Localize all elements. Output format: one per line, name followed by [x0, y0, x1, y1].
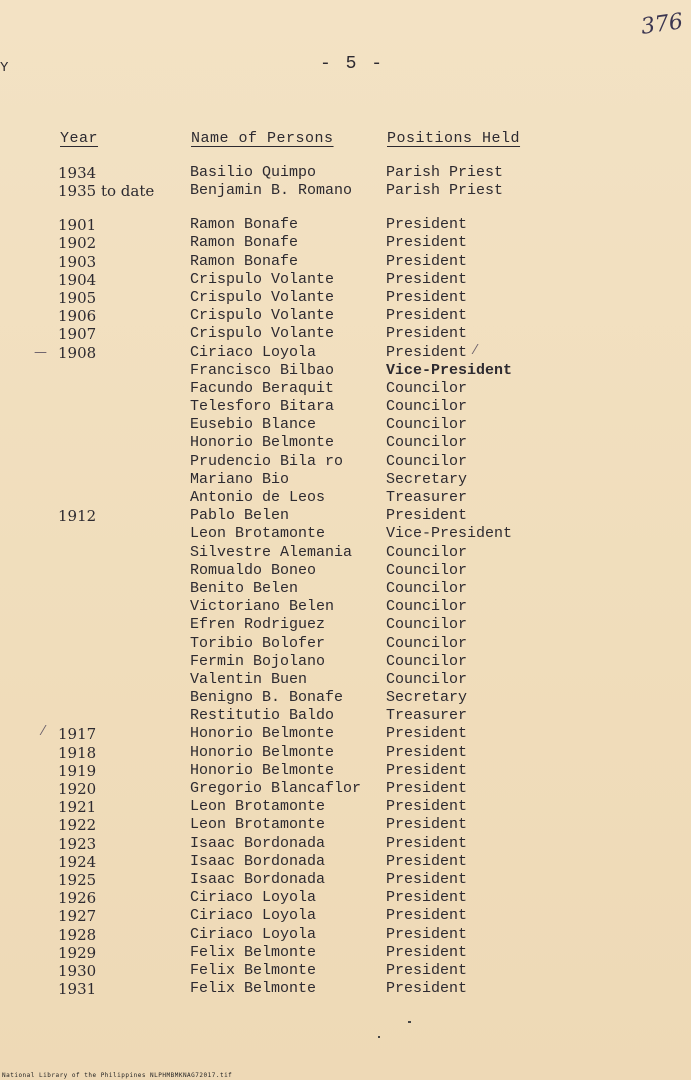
position-cell: President [386, 216, 468, 234]
name-cell: Pablo Belen [190, 507, 290, 525]
name-cell: Silvestre Alemania [190, 543, 353, 561]
name-cell: Honorio Belmonte [190, 743, 335, 761]
table-row [0, 307, 691, 325]
table-row [0, 762, 691, 780]
name-cell: Benjamin B. Romano [190, 182, 353, 200]
year-cell: 1926 [58, 889, 97, 908]
name-cell: Isaac Bordonada [190, 870, 326, 888]
name-cell: Telesforo Bitara [190, 398, 335, 416]
position-cell: President [386, 780, 468, 797]
position-cell: President [386, 980, 468, 998]
position-cell: President [386, 288, 468, 306]
table-row [0, 471, 691, 489]
table-row [0, 871, 691, 889]
table-row [0, 962, 691, 980]
position-cell: President [386, 889, 468, 907]
name-cell: Victoriano Belen [190, 598, 335, 616]
table-row [0, 744, 691, 762]
table-row [0, 289, 691, 307]
table-row [0, 453, 691, 471]
year-cell: 1917 [58, 725, 97, 744]
table-row [0, 944, 691, 962]
position-cell: Councilor [386, 398, 468, 416]
name-cell: Crispulo Volante [190, 307, 335, 325]
year-cell: 1928 [58, 925, 97, 944]
name-cell: Ramon Bonafe [190, 216, 299, 234]
table-row [0, 907, 691, 925]
table-row [0, 416, 691, 434]
year-cell: 1931 [58, 980, 97, 999]
margin-tick-mark: — [34, 344, 47, 360]
name-cell: Ramon Bonafe [190, 234, 299, 252]
year-cell: 1904 [58, 270, 97, 289]
year-cell: 1908 [58, 343, 97, 362]
position-cell: President [386, 834, 468, 852]
name-cell: Ciriaco Loyola [190, 889, 317, 907]
name-cell: Toribio Bolofer [190, 634, 326, 652]
name-cell: Eusebio Blance [190, 416, 317, 434]
name-cell: Leon Brotamonte [190, 816, 326, 834]
table-row [0, 362, 691, 380]
position-cell: President [386, 943, 468, 961]
position-cell: Treasurer [386, 707, 468, 725]
position-cell: President [386, 270, 468, 288]
position-cell: Councilor [386, 670, 468, 688]
header-position: Positions Held [387, 130, 521, 147]
name-cell: Felix Belmonte [190, 961, 317, 979]
name-cell: Fermin Bojolano [190, 652, 326, 670]
table-row [0, 853, 691, 871]
position-cell: President [386, 816, 468, 834]
position-cell: Vice-President [386, 361, 513, 379]
name-cell: Ciriaco Loyola [190, 907, 317, 925]
year-cell: 1922 [58, 816, 97, 835]
name-cell: Felix Belmonte [190, 980, 317, 998]
position-cell: Councilor [386, 379, 468, 397]
position-cell: President [386, 798, 468, 816]
name-cell: Restitutio Baldo [190, 707, 335, 725]
table-row [0, 182, 691, 216]
name-cell: Ciriaco Loyola [190, 925, 317, 943]
table-row [0, 271, 691, 289]
table-row [0, 253, 691, 271]
table-row [0, 980, 691, 998]
position-cell: President [386, 761, 468, 779]
table-row [0, 653, 691, 671]
name-cell: Felix Belmonte [190, 943, 317, 961]
table-row [0, 798, 691, 816]
table-row [0, 434, 691, 452]
year-cell: 1919 [58, 761, 97, 780]
table-row [0, 489, 691, 507]
position-cell: Councilor [386, 579, 468, 597]
name-cell: Ramon Bonafe [190, 252, 299, 270]
table-row [0, 398, 691, 416]
name-cell: Basilio Quimpo [190, 164, 317, 181]
name-cell: Leon Brotamonte [190, 798, 326, 816]
name-cell: Isaac Bordonada [190, 834, 326, 852]
page-number: - 5 - [320, 54, 385, 74]
name-cell: Honorio Belmonte [190, 434, 335, 452]
position-cell: Councilor [386, 652, 468, 670]
position-cell: President [386, 743, 468, 761]
table-row [0, 689, 691, 707]
position-cell: Councilor [386, 598, 468, 616]
position-cell: Secretary [386, 689, 468, 707]
handwritten-page-number: 376 [639, 9, 685, 40]
name-cell: Valentin Buen [190, 670, 308, 688]
position-cell: President [386, 961, 468, 979]
position-cell: Secretary [386, 470, 468, 488]
table-row [0, 889, 691, 907]
corner-mark: Y [0, 60, 9, 76]
table-row [0, 635, 691, 653]
records-table [0, 164, 691, 998]
position-cell: President [386, 343, 468, 361]
name-cell: Honorio Belmonte [190, 725, 335, 743]
year-cell: 1920 [58, 780, 97, 798]
table-row [0, 216, 691, 234]
name-cell: Isaac Bordonada [190, 852, 326, 870]
table-row [0, 344, 691, 362]
header-year: Year [60, 130, 99, 147]
year-cell: 1921 [58, 798, 97, 817]
table-row [0, 725, 691, 743]
name-cell: Francisco Bilbao [190, 361, 335, 379]
position-cell: President [386, 925, 468, 943]
table-row [0, 926, 691, 944]
position-cell: President [386, 870, 468, 888]
archive-footer: National Library of the Philippines NLPHMBMKNAG72017.tif [2, 1072, 233, 1079]
name-cell: Facundo Beraquit [190, 379, 335, 397]
position-cell: Councilor [386, 634, 468, 652]
table-row [0, 598, 691, 616]
position-cell: President [386, 907, 468, 925]
name-cell: Antonio de Leos [190, 489, 326, 506]
year-cell: 1918 [58, 743, 97, 762]
name-cell: Crispulo Volante [190, 270, 335, 288]
year-cell: 1927 [58, 907, 97, 926]
position-cell: Councilor [386, 452, 468, 470]
position-cell: Councilor [386, 416, 468, 434]
table-row [0, 816, 691, 834]
position-cell: Councilor [386, 616, 468, 634]
position-cell: President [386, 307, 468, 325]
year-cell: 1925 [58, 870, 97, 889]
year-cell: 1935 to date [58, 182, 155, 201]
name-cell: Mariano Bio [190, 470, 290, 488]
table-row [0, 234, 691, 252]
position-cell: Councilor [386, 543, 468, 561]
name-cell: Honorio Belmonte [190, 761, 335, 779]
position-cell: Councilor [386, 434, 468, 452]
table-row [0, 380, 691, 398]
table-row [0, 580, 691, 598]
position-cell: President [386, 252, 468, 270]
position-cell: President [386, 325, 468, 343]
year-cell: 1912 [58, 507, 97, 526]
name-cell: Benito Belen [190, 579, 299, 597]
header-name: Name of Persons [191, 130, 334, 147]
ink-speck [408, 1021, 411, 1023]
ink-speck [378, 1036, 380, 1038]
position-cell: President [386, 234, 468, 252]
name-cell: Gregorio Blancaflor [190, 780, 362, 797]
year-cell: 1906 [58, 307, 97, 326]
year-cell: 1907 [58, 325, 97, 344]
table-row [0, 525, 691, 543]
position-cell: Parish Priest [386, 182, 504, 200]
year-cell: 1930 [58, 961, 97, 980]
position-cell: President [386, 507, 468, 525]
table-row [0, 325, 691, 343]
table-row [0, 164, 691, 182]
year-cell: 1934 [58, 164, 97, 182]
check-mark: ⁄ [474, 342, 477, 358]
position-cell: Parish Priest [386, 164, 504, 181]
year-cell: 1905 [58, 288, 97, 307]
name-cell: Romualdo Boneo [190, 561, 317, 579]
year-cell: 1903 [58, 252, 97, 271]
table-row [0, 562, 691, 580]
position-cell: President [386, 852, 468, 870]
position-cell: Councilor [386, 561, 468, 579]
name-cell: Efren Rodriguez [190, 616, 326, 634]
table-row [0, 707, 691, 725]
name-cell: Prudencio Bila ro [190, 452, 344, 470]
year-cell: 1923 [58, 834, 97, 853]
year-cell: 1924 [58, 852, 97, 871]
name-cell: Leon Brotamonte [190, 525, 326, 543]
year-cell: 1902 [58, 234, 97, 253]
table-row [0, 544, 691, 562]
table-row [0, 616, 691, 634]
year-cell: 1929 [58, 943, 97, 962]
name-cell: Benigno B. Bonafe [190, 689, 344, 707]
table-row [0, 780, 691, 798]
position-cell: President [386, 725, 468, 743]
table-row [0, 671, 691, 689]
table-row [0, 507, 691, 525]
margin-tick-mark: ⁄ [42, 724, 45, 740]
name-cell: Crispulo Volante [190, 288, 335, 306]
position-cell: Vice-President [386, 525, 513, 543]
year-cell: 1901 [58, 216, 97, 235]
name-cell: Crispulo Volante [190, 325, 335, 343]
table-row [0, 835, 691, 853]
name-cell: Ciriaco Loyola [190, 343, 317, 361]
position-cell: Treasurer [386, 489, 468, 506]
